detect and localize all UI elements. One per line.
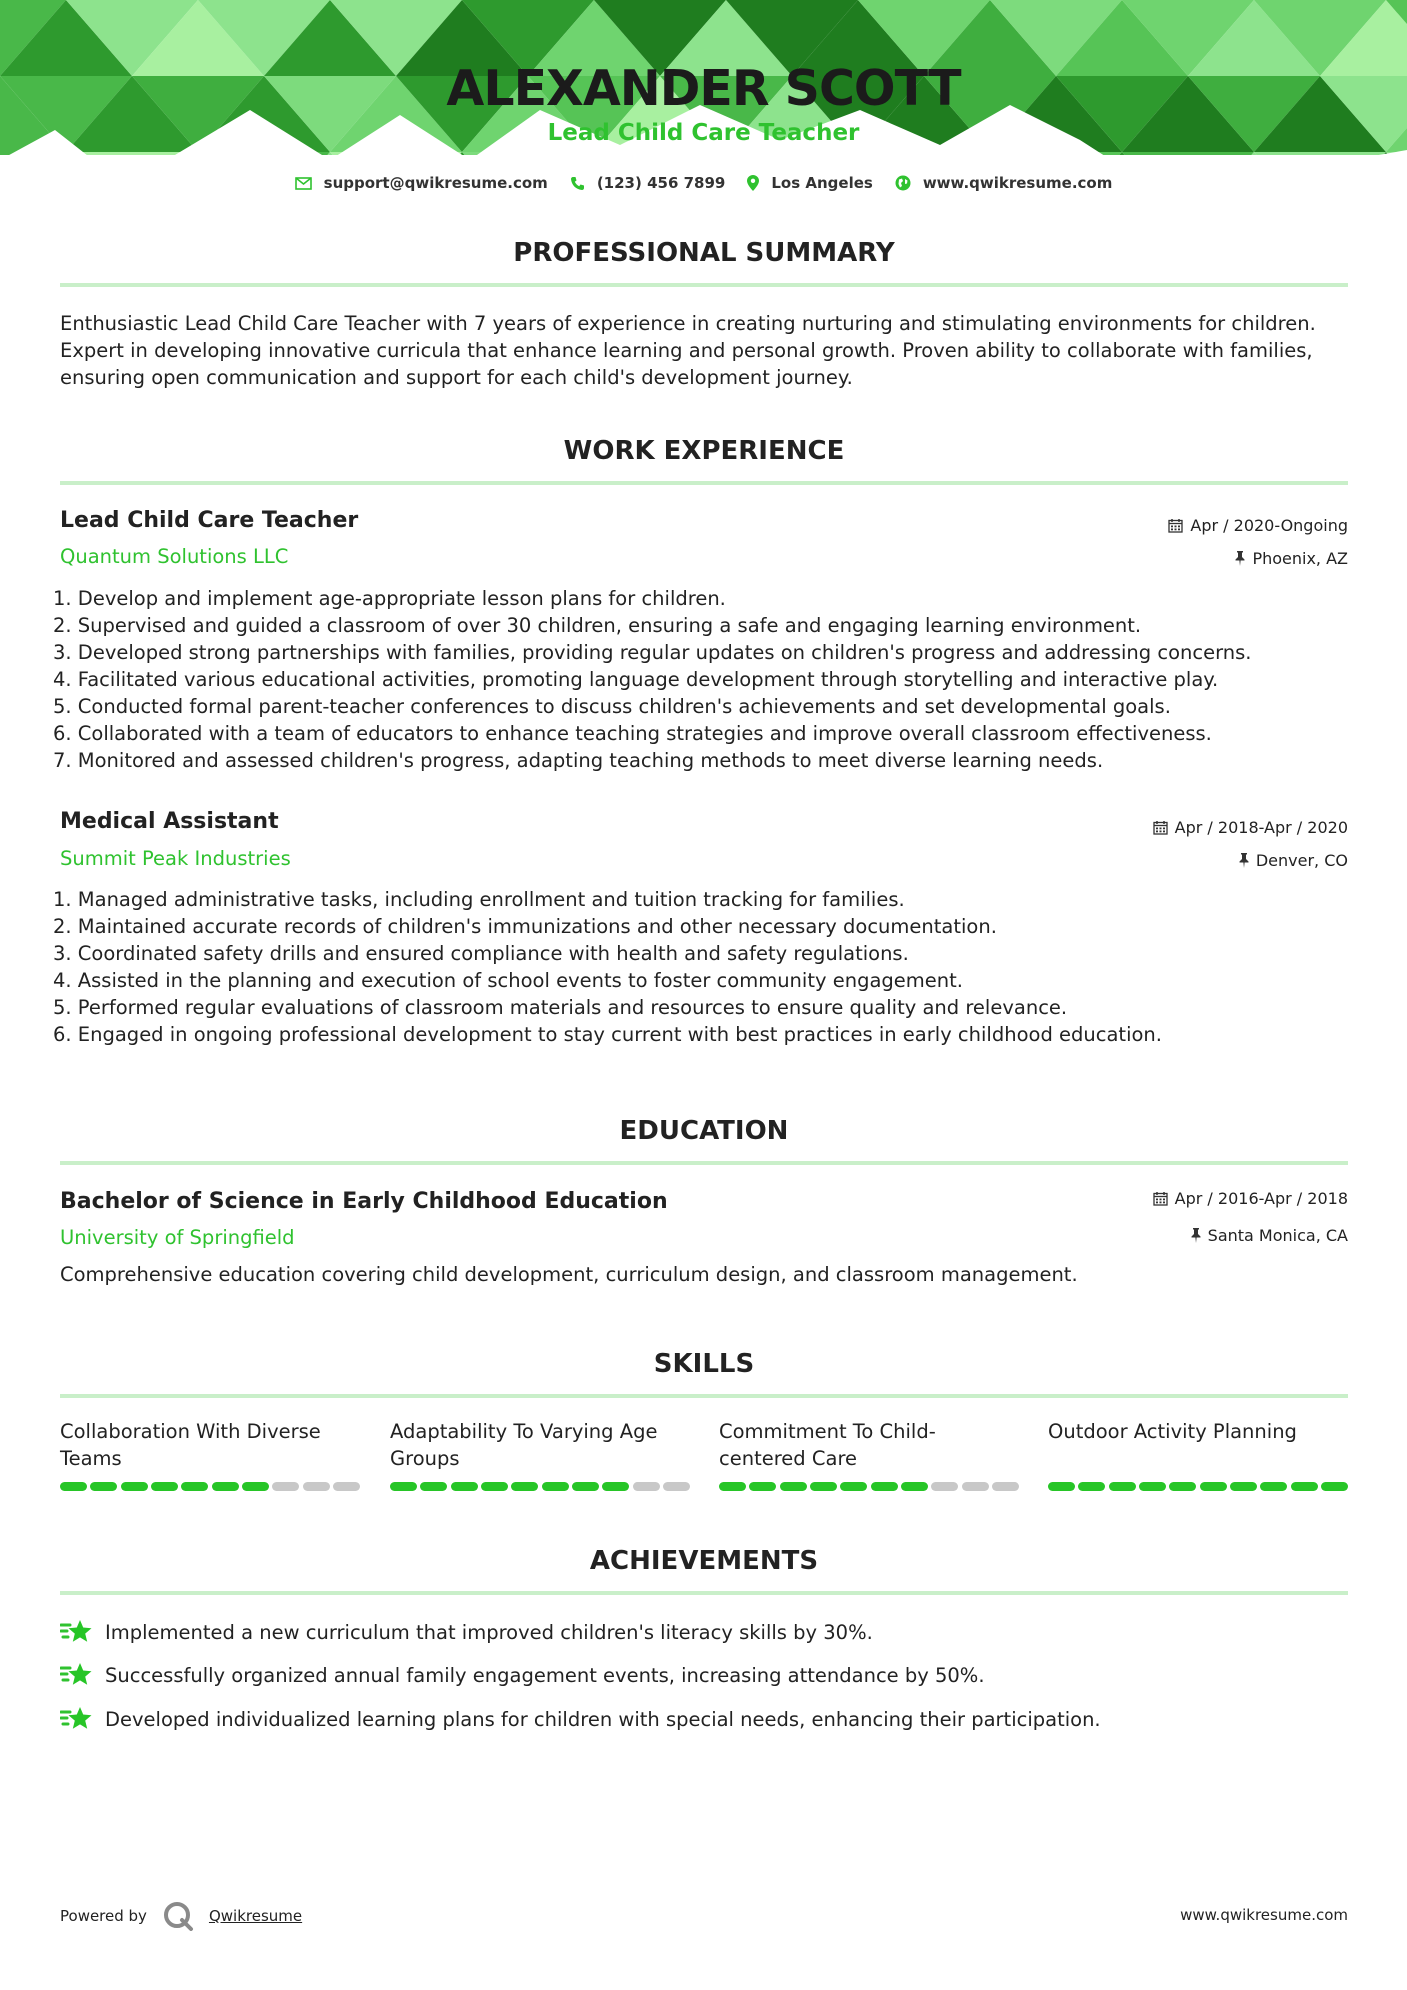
envelope-icon [295, 177, 312, 190]
education-description: Comprehensive education covering child development, curriculum design, and classroom management. [60, 1263, 1078, 1286]
skill-dash-filled [871, 1482, 898, 1491]
job-title: Lead Child Care Teacher [60, 508, 359, 533]
star-icon [60, 1661, 93, 1689]
skill-dash-filled [1291, 1482, 1318, 1491]
skill-dash-filled [242, 1482, 269, 1491]
experience-heading: WORK EXPERIENCE [563, 436, 845, 466]
footer-website[interactable]: www.qwikresume.com [1180, 1906, 1348, 1924]
contact-bar [0, 174, 1407, 192]
skill-level-bar [60, 1482, 360, 1491]
job-dates [1153, 818, 1348, 837]
degree-title: Bachelor of Science in Early Childhood Education [60, 1189, 668, 1214]
education-dates-text: Apr / 2016-Apr / 2018 [1174, 1189, 1348, 1208]
skill-dash-filled [719, 1482, 746, 1491]
duty-item: 5. Conducted formal parent-teacher conferences to discuss children's achievements and set developmental goals. [53, 695, 1171, 718]
contact-location [747, 174, 872, 192]
skill-dash-filled [780, 1482, 807, 1491]
skill-name: Adaptability To Varying Age Groups [390, 1420, 658, 1470]
skill-dash-filled [420, 1482, 447, 1491]
education-location-text: Santa Monica, CA [1207, 1226, 1348, 1245]
skill-dash-empty [992, 1482, 1019, 1491]
skill-level-bar [390, 1482, 690, 1491]
achievement-text: Implemented a new curriculum that improved children's literacy skills by 30%. [105, 1620, 873, 1644]
skills-divider [60, 1394, 1348, 1398]
skill-dash-empty [633, 1482, 660, 1491]
skill-level-bar [1048, 1482, 1348, 1491]
map-pin-icon [747, 175, 759, 191]
skill-level-bar [719, 1482, 1019, 1491]
summary-line: ensuring open communication and support for each child's development journey. [60, 366, 853, 389]
duty-item: 2. Maintained accurate records of children's immunizations and other necessary documentation. [53, 915, 997, 938]
phone-icon [570, 176, 585, 191]
skill-dash-filled [60, 1482, 87, 1491]
skill-dash-filled [1048, 1482, 1075, 1491]
duty-item: 3. Coordinated safety drills and ensured compliance with health and safety regulations. [53, 942, 909, 965]
job-company: Summit Peak Industries [60, 847, 291, 870]
skill-dash-filled [901, 1482, 928, 1491]
skill-dash-filled [511, 1482, 538, 1491]
star-icon [60, 1705, 93, 1733]
contact-email[interactable] [295, 174, 548, 192]
skill-dash-filled [1139, 1482, 1166, 1491]
duty-item: 4. Facilitated various educational activities, promoting language development through storytelling and interactive play. [53, 668, 1219, 691]
experience-divider [60, 481, 1348, 485]
contact-phone[interactable] [570, 174, 726, 192]
powered-by-label: Powered by [60, 1907, 147, 1925]
skill-dash-filled [1200, 1482, 1227, 1491]
skill-name: Collaboration With Diverse Teams [60, 1420, 321, 1470]
skill-dash-filled [151, 1482, 178, 1491]
skills-heading: SKILLS [653, 1349, 755, 1379]
duty-item: 3. Developed strong partnerships with families, providing regular updates on children's progress and addressing concerns. [53, 641, 1252, 664]
skill-name: Outdoor Activity Planning [1048, 1420, 1297, 1443]
duty-item: 2. Supervised and guided a classroom of over 30 children, ensuring a safe and engaging learning environment. [53, 614, 1142, 637]
website-text: www.qwikresume.com [922, 174, 1113, 192]
job-company: Quantum Solutions LLC [60, 545, 289, 568]
job-dates-text: Apr / 2018-Apr / 2020 [1174, 818, 1348, 837]
achievement-item [60, 1661, 985, 1689]
skill-dash-filled [1260, 1482, 1287, 1491]
skill-entry [719, 1418, 1019, 1491]
skill-dash-filled [749, 1482, 776, 1491]
skill-dash-empty [272, 1482, 299, 1491]
skill-dash-filled [121, 1482, 148, 1491]
job-dates [1168, 516, 1348, 535]
duty-item: 1. Develop and implement age-appropriate lesson plans for children. [53, 587, 726, 610]
duty-item: 7. Monitored and assessed children's progress, adapting teaching methods to meet diverse learning needs. [53, 749, 1104, 772]
duty-item: 6. Engaged in ongoing professional development to stay current with best practices in early childhood education. [53, 1023, 1162, 1046]
education-location [1191, 1226, 1348, 1245]
skill-dash-empty [663, 1482, 690, 1491]
job-dates-text: Apr / 2020-Ongoing [1190, 516, 1348, 535]
calendar-icon [1168, 518, 1183, 533]
candidate-name: ALEXANDER SCOTT [446, 60, 961, 117]
achievement-text: Successfully organized annual family engagement events, increasing attendance by 50%. [105, 1663, 985, 1687]
summary-heading: PROFESSIONAL SUMMARY [513, 238, 895, 268]
job-location [1239, 851, 1348, 870]
candidate-role: Lead Child Care Teacher [547, 120, 860, 146]
achievement-item [60, 1618, 873, 1646]
job-location-text: Phoenix, AZ [1252, 549, 1348, 568]
summary-line: Expert in developing innovative curricula that enhance learning and personal growth. Proven ability to collaborate with families, [60, 339, 1313, 362]
skill-dash-filled [572, 1482, 599, 1491]
qwikresume-logo-icon [163, 1901, 195, 1931]
skill-dash-filled [542, 1482, 569, 1491]
skill-dash-filled [840, 1482, 867, 1491]
skill-dash-filled [602, 1482, 629, 1491]
school-name: University of Springfield [60, 1226, 295, 1249]
job-duties-list [53, 886, 1373, 1048]
achievement-text: Developed individualized learning plans for children with special needs, enhancing their participation. [105, 1707, 1101, 1731]
achievements-divider [60, 1591, 1348, 1595]
achievements-heading: ACHIEVEMENTS [589, 1546, 819, 1576]
pushpin-icon [1191, 1228, 1201, 1243]
skill-dash-filled [1078, 1482, 1105, 1491]
contact-website[interactable] [895, 174, 1113, 192]
job-location-text: Denver, CO [1255, 851, 1348, 870]
footer-powered-by [60, 1901, 302, 1931]
summary-line: Enthusiastic Lead Child Care Teacher with 7 years of experience in creating nurturing and stimulating environments for children. [60, 312, 1316, 335]
duty-item: 6. Collaborated with a team of educators to enhance teaching strategies and improve overall classroom effectiveness. [53, 722, 1212, 745]
skill-dash-filled [1109, 1482, 1136, 1491]
skill-dash-filled [181, 1482, 208, 1491]
duty-item: 1. Managed administrative tasks, including enrollment and tuition tracking for families. [53, 888, 905, 911]
skill-dash-filled [810, 1482, 837, 1491]
job-location [1235, 549, 1348, 568]
summary-text [60, 310, 1360, 391]
job-title: Medical Assistant [60, 809, 279, 834]
email-text: support@qwikresume.com [323, 174, 548, 192]
skill-dash-empty [962, 1482, 989, 1491]
skill-dash-filled [1230, 1482, 1257, 1491]
duty-item: 4. Assisted in the planning and execution of school events to foster community engagement. [53, 969, 963, 992]
calendar-icon [1153, 1191, 1168, 1206]
skill-entry [60, 1418, 360, 1491]
qwikresume-link[interactable]: Qwikresume [208, 1907, 303, 1925]
skill-dash-filled [481, 1482, 508, 1491]
pushpin-icon [1235, 551, 1245, 566]
globe-icon [895, 175, 911, 191]
skill-dash-empty [303, 1482, 330, 1491]
skill-dash-filled [1321, 1482, 1348, 1491]
skill-dash-empty [931, 1482, 958, 1491]
skill-entry [1048, 1418, 1348, 1491]
skill-name: Commitment To Child-centered Care [719, 1420, 936, 1470]
skill-dash-filled [212, 1482, 239, 1491]
summary-divider [60, 283, 1348, 287]
job-duties-list [53, 585, 1373, 774]
achievement-item [60, 1705, 1101, 1733]
education-dates [1153, 1189, 1348, 1208]
skill-dash-filled [1169, 1482, 1196, 1491]
skill-dash-filled [390, 1482, 417, 1491]
duty-item: 5. Performed regular evaluations of classroom materials and resources to ensure quality and relevance. [53, 996, 1068, 1019]
pushpin-icon [1239, 853, 1249, 868]
calendar-icon [1153, 820, 1168, 835]
skill-dash-filled [451, 1482, 478, 1491]
phone-text: (123) 456 7899 [596, 174, 726, 192]
education-heading: EDUCATION [619, 1116, 789, 1146]
skill-dash-empty [333, 1482, 360, 1491]
skill-dash-filled [90, 1482, 117, 1491]
location-text: Los Angeles [771, 174, 873, 192]
education-divider [60, 1161, 1348, 1165]
star-icon [60, 1618, 93, 1646]
skill-entry [390, 1418, 690, 1491]
